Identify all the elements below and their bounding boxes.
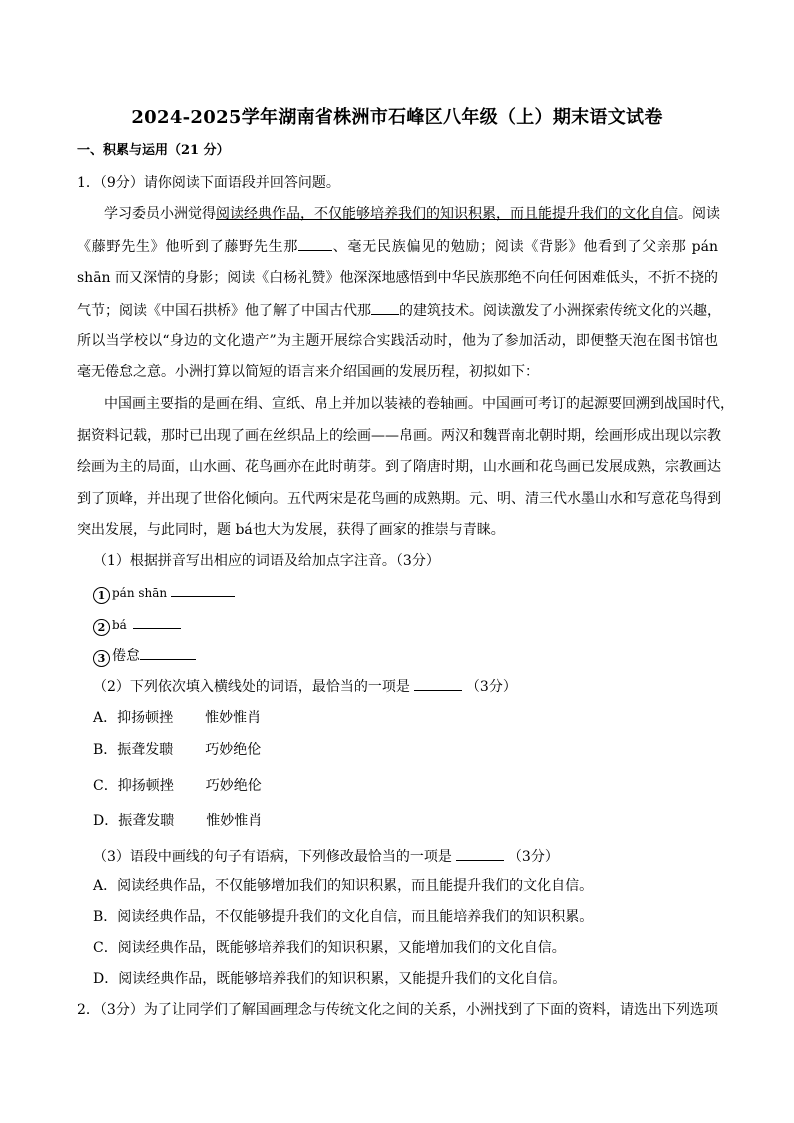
passage-1-line-2: 《藤野先生》他听到了藤野先生那 、毫无民族偏见的勉励；阅读《背影》他看到了父亲那 pán [77, 236, 718, 257]
answer-line-1: 1 pán shān [93, 582, 235, 604]
option-2b[interactable]: B．振聋发聩 巧妙绝伦 [93, 742, 262, 758]
answer-blank-3[interactable] [140, 645, 196, 660]
option-2c[interactable]: C．抑扬顿挫 巧妙绝伦 [93, 778, 262, 794]
underlined-sentence: 阅读经典作品，不仅能够培养我们的知识积累，而且能提升我们的文化自信 [216, 206, 678, 222]
fill-blank-2 [371, 300, 399, 315]
passage-1-line-5: 所以当学校以“身边的文化遗产”为主题开展综合实践活动时，他为了参加活动，即便整天泡在图书馆也 [77, 333, 718, 349]
question-1-stem: 1．（9分）请你阅读下面语段并回答问题。 [77, 175, 340, 191]
subquestion-2-stem: （2）下列依次填入横线处的词语，最恰当的一项是 （3分） [93, 676, 517, 697]
option-3b[interactable]: B．阅读经典作品，不仅能够提升我们的文化自信，而且能培养我们的知识积累。 [93, 909, 594, 925]
option-3c[interactable]: C．阅读经典作品，既能够培养我们的知识积累，又能增加我们的文化自信。 [93, 940, 566, 956]
passage-1-line-4: 气节；阅读《中国石拱桥》他了解了中国古代那 的建筑技术。阅读激发了小洲探索传统文化的兴趣， [77, 300, 718, 321]
passage-1-line-1: 学习委员小洲觉得阅读经典作品，不仅能够培养我们的知识积累，而且能提升我们的文化自信。阅读 [104, 206, 720, 222]
passage-1-line-6: 毫无倦怠之意。小洲打算以简短的语言来介绍国画的发展历程，初拟如下： [77, 364, 539, 380]
option-3d[interactable]: D．阅读经典作品，既能够培养我们的知识积累，又能提升我们的文化自信。 [93, 971, 567, 987]
answer-blank-2[interactable] [133, 614, 181, 629]
passage-2-line-2: 据资料记载，那时已出现了画在丝织品上的绘画——帛画。两汉和魏晋南北朝时期，绘画形成出现以宗教 [77, 428, 721, 444]
answer-line-3: 3 倦怠 [93, 645, 196, 667]
answer-line-2: 2 bá [93, 614, 181, 636]
choice-blank-2[interactable] [414, 676, 462, 691]
subquestion-1-stem: （1）根据拼音写出相应的词语及给加点字注音。（3分） [93, 553, 440, 569]
choice-blank-3[interactable] [456, 846, 504, 861]
passage-2-line-3: 绘画为主的局面，山水画、花鸟画亦在此时萌芽。到了隋唐时期，山水画和花鸟画已发展成熟，宗教画达 [77, 459, 721, 475]
section-heading: 一、积累与运用（21 分） [77, 143, 230, 158]
passage-2-line-1: 中国画主要指的是画在绢、宣纸、帛上并加以装裱的卷轴画。中国画可考订的起源要回溯到战国时代， [104, 396, 734, 412]
option-2a[interactable]: A．抑扬顿挫 惟妙惟肖 [93, 710, 262, 726]
passage-1-line-3: shān 而又深情的身影；阅读《白杨礼赞》他深深地感悟到中华民族那绝不向任何困难低头，不折不挠的 [77, 270, 718, 286]
question-2-stem: 2．（3分）为了让同学们了解国画理念与传统文化之间的关系，小洲找到了下面的资料，请选出下列选项 [77, 1002, 718, 1018]
option-3a[interactable]: A．阅读经典作品，不仅能够增加我们的知识积累，而且能提升我们的文化自信。 [93, 878, 594, 894]
passage-2-line-4: 到了顶峰，并出现了世俗化倾向。五代两宋是花鸟画的成熟期。元、明、清三代水墨山水和写意花鸟得到 [77, 491, 721, 507]
fill-blank-1 [298, 236, 332, 251]
page-title: 2024-2025学年湖南省株洲市石峰区八年级（上）期末语文试卷 [131, 107, 663, 128]
passage-2-line-5: 突出发展，与此同时，题 bá也大为发展，获得了画家的推崇与青睐。 [77, 522, 505, 538]
answer-blank-1[interactable] [171, 582, 235, 597]
option-2d[interactable]: D．振聋发聩 惟妙惟肖 [93, 813, 263, 829]
subquestion-3-stem: （3）语段中画线的句子有语病，下列修改最恰当的一项是 （3分） [93, 846, 559, 867]
